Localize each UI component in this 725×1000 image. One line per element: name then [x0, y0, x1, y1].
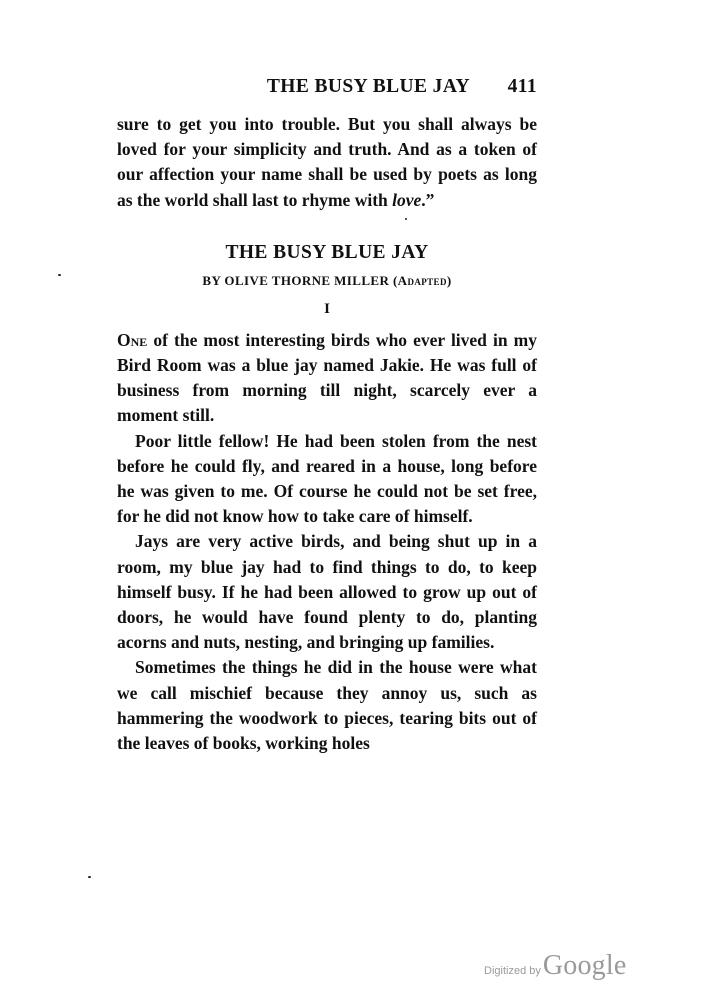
running-title: THE BUSY BLUE JAY: [266, 76, 470, 97]
paragraph-1-text: of the most interesting birds who ever lived in my Bird Room was a blue jay named Jakie. He was full of business from morning till night, scarcely ever a moment still.: [117, 329, 537, 426]
chapter-title: THE BUSY BLUE JAY: [225, 241, 429, 263]
paragraph-4: Sometimes the things he did in the house were what we call mischief because they annoy us, such as hammering the woodwork to pieces, tearing bits out of the leaves of books, working holes: [117, 657, 537, 754]
continued-paragraph-text: sure to get you into trouble. But you shall always be loved for your simplicity and truth. And as a token of our affection your name shall be used by poets as long as the world shall last to rhyme with: [117, 114, 537, 210]
byline-adapted: (Adapted): [392, 272, 452, 288]
paragraph-1: [117, 328, 537, 429]
paragraph-3: Jays are very active birds, and being shut up in a room, my blue jay had to find things to do, to keep himself busy. If he had been allowed to grow up out of doors, he would have found plenty to do, planting acorns and nuts, nesting, and bringing up families.: [117, 531, 537, 653]
scan-speck: [405, 218, 407, 220]
previous-story-ending: [117, 112, 537, 213]
story-body: [117, 328, 537, 756]
digitized-by-google-watermark: [484, 950, 627, 982]
byline-author: BY OLIVE THORNE MILLER: [202, 272, 390, 288]
running-header: [117, 76, 537, 102]
italic-word: love: [392, 189, 422, 210]
google-logo-text: Google: [542, 950, 627, 981]
page-number: 411: [507, 76, 537, 97]
closing-quote: .”: [421, 189, 435, 210]
paragraph-2: Poor little fellow! He had been stolen from the nest before he could fly, and reared in a house, long before he was given to me. Of course he could not be set free, for he did not know how to take care of himself.: [117, 430, 537, 527]
book-page: [117, 76, 537, 756]
paragraph-1-lead: One: [117, 329, 148, 350]
section-numeral: I: [324, 300, 330, 317]
digitized-label: Digitized by: [484, 965, 541, 977]
continued-paragraph: [117, 112, 537, 213]
scan-speck: [58, 274, 61, 276]
scan-speck: [88, 876, 91, 878]
author-byline: [117, 271, 537, 291]
